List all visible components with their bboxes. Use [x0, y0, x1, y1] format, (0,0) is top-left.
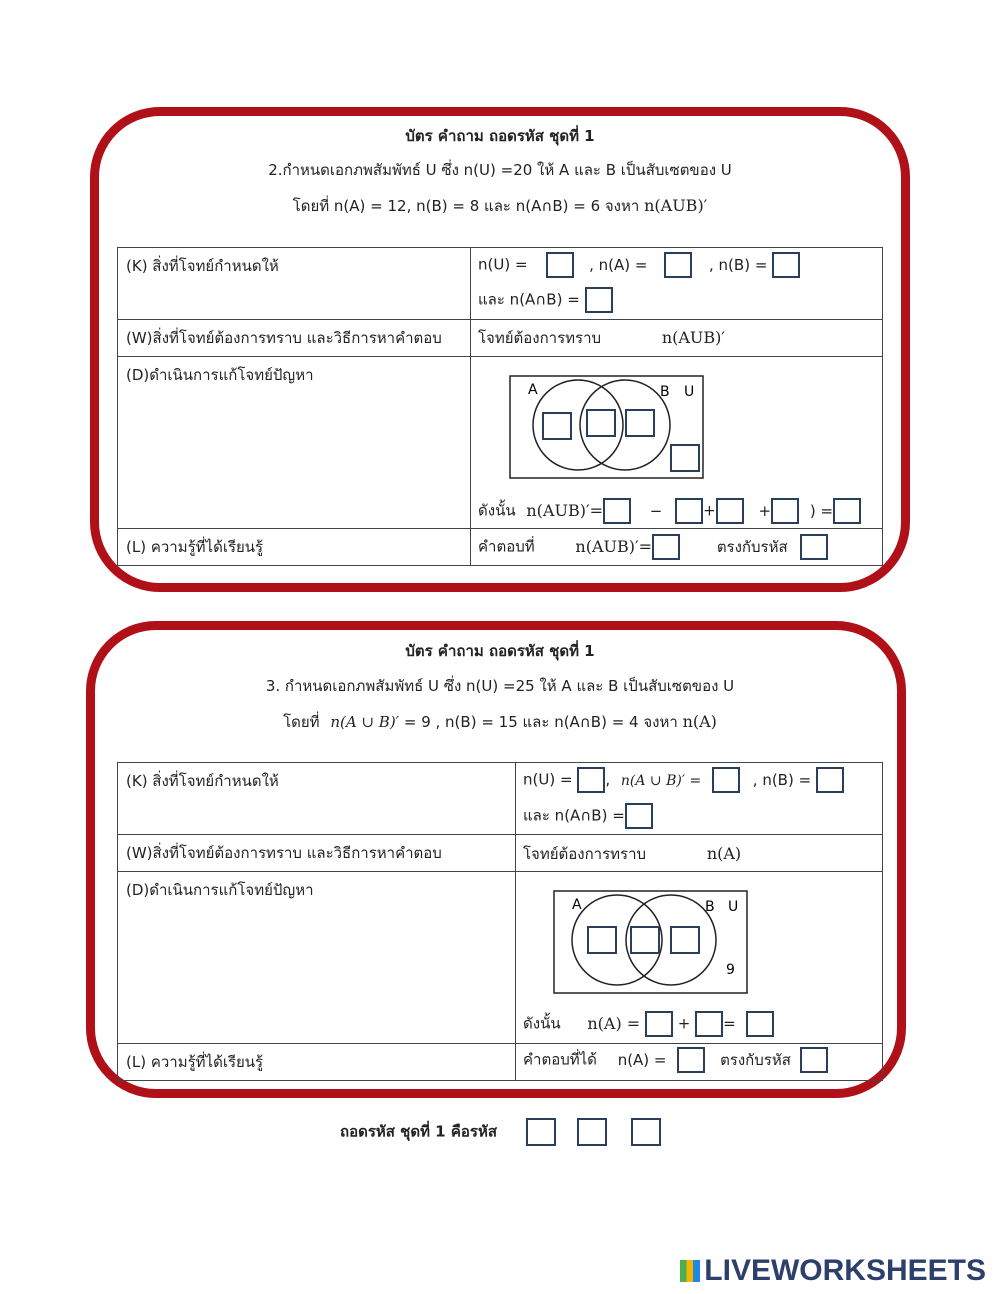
card1-venn-label-b: B — [660, 384, 670, 400]
card1-na-input[interactable] — [664, 252, 692, 278]
card2-nab-input[interactable] — [625, 803, 653, 829]
card2-d-input-1[interactable] — [645, 1011, 673, 1037]
card2-l-code-input[interactable] — [800, 1047, 828, 1073]
card1-l-answer-input[interactable] — [652, 534, 680, 560]
card2-venn-intersection-input[interactable] — [630, 926, 660, 954]
card1-target-expr: n(AUB)′ — [644, 196, 708, 215]
card2-target-expr: n(A) — [682, 712, 717, 731]
decode-code-label: ถอดรหัส ชุดที่ 1 คือรหัส — [340, 1122, 497, 1141]
card1-venn-outside-input[interactable] — [670, 444, 700, 472]
card1-d-input-1[interactable] — [603, 498, 631, 524]
card1-d-input-5[interactable] — [833, 498, 861, 524]
card1-l-row: คำตอบที่ n(AUB)′= ตรงกับรหัส — [478, 534, 828, 560]
card1-nab-input[interactable] — [585, 287, 613, 313]
card1-k-label: (K) สิ่งที่โจทย์กำหนดให้ — [118, 248, 471, 320]
card1-venn-b-only-input[interactable] — [625, 409, 655, 437]
card1-d-input-2[interactable] — [675, 498, 703, 524]
card2-question-line1: 3. กำหนดเอกภพสัมพัทธ์ U ซึ่ง n(U) =25 ให้ A และ B เป็นสับเซตของ U — [265, 677, 735, 695]
card2-question-line2: โดยที่ n(A ∪ B)′ = 9 , n(B) = 15 และ n(A∩B) = 4 จงหา n(A) — [283, 712, 717, 731]
card2-d-input-3[interactable] — [746, 1011, 774, 1037]
card2-k-row2: และ n(A∩B) = — [523, 803, 653, 829]
card2-d-input-2[interactable] — [695, 1011, 723, 1037]
card2-venn-label-a: A — [572, 897, 582, 913]
card1-l-label: (L) ความรู้ที่ได้เรียนรู้ — [118, 529, 471, 566]
card1-venn-intersection-input[interactable] — [586, 409, 616, 437]
card1-k-row2: และ n(A∩B) = — [478, 287, 613, 313]
card2-complement-input[interactable] — [712, 767, 740, 793]
card2-d-equation: ดังนั้น n(A) = + = — [523, 1011, 774, 1037]
card2-nu-input[interactable] — [577, 767, 605, 793]
decode-code-row — [340, 1118, 661, 1146]
card1-l-code-input[interactable] — [800, 534, 828, 560]
card1-nb-input[interactable] — [772, 252, 800, 278]
card1-title: บัตร คำถาม ถอดรหัส ชุดที่ 1 — [405, 127, 595, 145]
card1-venn-label-a: A — [528, 382, 538, 398]
card2-w-row: โจทย์ต้องการทราบ n(A) — [523, 844, 742, 863]
code-input-1[interactable] — [526, 1118, 556, 1146]
liveworksheets-logo-icon — [680, 1260, 700, 1282]
card2-k-label: (K) สิ่งที่โจทย์กำหนดให้ — [118, 763, 516, 835]
card1-w-label: (W)สิ่งที่โจทย์ต้องการทราบ และวิธีการหาคำตอบ — [118, 320, 471, 357]
card2-venn-label-u: U — [728, 899, 739, 915]
card2-w-label: (W)สิ่งที่โจทย์ต้องการทราบ และวิธีการหาคำตอบ — [118, 835, 516, 872]
card2-venn-b-only-input[interactable] — [670, 926, 700, 954]
card1-d-input-3[interactable] — [716, 498, 744, 524]
code-input-2[interactable] — [577, 1118, 607, 1146]
card1-d-input-4[interactable] — [771, 498, 799, 524]
card1-k-row1: n(U) = , n(A) = , n(B) = — [478, 252, 800, 278]
card2-nb-input[interactable] — [816, 767, 844, 793]
card2-venn-a-only-input[interactable] — [587, 926, 617, 954]
card1-venn-label-u: U — [684, 384, 695, 400]
card2-d-label: (D)ดำเนินการแก้โจทย์ปัญหา — [118, 872, 516, 1044]
card1-nu-input[interactable] — [546, 252, 574, 278]
card1-d-label: (D)ดำเนินการแก้โจทย์ปัญหา — [118, 357, 471, 529]
card1-venn-a-only-input[interactable] — [542, 412, 572, 440]
card2-title: บัตร คำถาม ถอดรหัส ชุดที่ 1 — [405, 642, 595, 660]
card1-w-row: โจทย์ต้องการทราบ n(AUB)′ — [478, 328, 726, 347]
card1-question-line1: 2.กำหนดเอกภพสัมพัทธ์ U ซึ่ง n(U) =20 ให้ A และ B เป็นสับเซตของ U — [268, 161, 732, 179]
liveworksheets-logo: LIVEWORKSHEETS — [680, 1254, 986, 1288]
card2-venn-outside-value: 9 — [726, 962, 735, 978]
card1-d-equation: ดังนั้น n(AUB)′= − + + ) = — [478, 498, 861, 524]
card1-question-line2: โดยที่ n(A) = 12, n(B) = 8 และ n(A∩B) = 6 จงหา n(AUB)′ — [292, 196, 708, 215]
card2-l-label: (L) ความรู้ที่ได้เรียนรู้ — [118, 1044, 516, 1081]
card2-k-row1: n(U) = , n(A ∪ B)′ = , n(B) = — [523, 767, 844, 793]
card2-l-answer-input[interactable] — [677, 1047, 705, 1073]
card2-venn-label-b: B — [705, 899, 715, 915]
code-input-3[interactable] — [631, 1118, 661, 1146]
card2-l-row: คำตอบที่ได้ n(A) = ตรงกับรหัส — [523, 1047, 828, 1073]
